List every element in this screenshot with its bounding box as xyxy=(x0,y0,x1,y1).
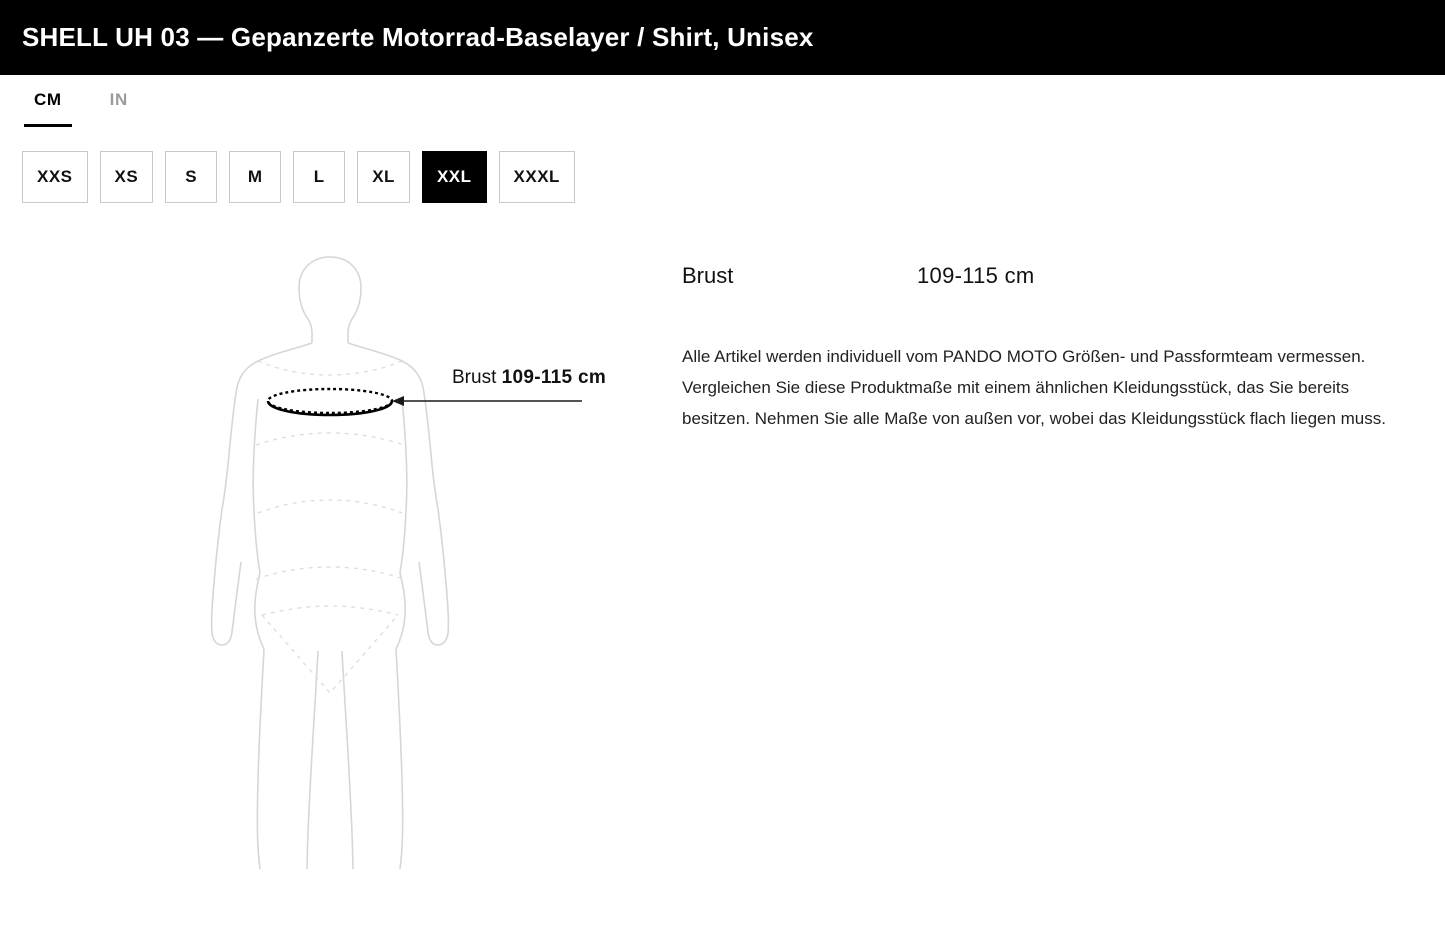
chest-callout-label: Brust xyxy=(452,367,497,388)
size-selector xyxy=(0,127,1445,203)
unit-tabs xyxy=(0,75,1445,127)
measurement-info xyxy=(660,249,1445,869)
size-button-s[interactable]: S xyxy=(165,151,217,203)
page-header xyxy=(0,0,1445,75)
tab-cm[interactable]: CM xyxy=(24,90,72,127)
measurement-diagram xyxy=(0,249,660,869)
size-button-l[interactable]: L xyxy=(293,151,345,203)
page-title: SHELL UH 03 — Gepanzerte Motorrad-Baselayer / Shirt, Unisex xyxy=(22,22,814,52)
chest-callout xyxy=(452,367,606,389)
size-button-xxs[interactable]: XXS xyxy=(22,151,88,203)
size-button-xl[interactable]: XL xyxy=(357,151,410,203)
main-content xyxy=(0,203,1445,869)
measurement-name: Brust xyxy=(682,263,734,288)
size-button-m[interactable]: M xyxy=(229,151,281,203)
chest-callout-value: 109-115 cm xyxy=(501,367,607,388)
measurement-description: Alle Artikel werden individuell vom PANDO MOTO Größen- und Passformteam vermessen. Vergleichen Sie diese Produktmaße mit einem ähnlichen Kleidungsstück, das Sie bereits besitzen. Nehmen Sie alle Maße von außen vor, wobei das Kleidungsstück flach liegen muss. xyxy=(682,347,1386,428)
measurement-row xyxy=(682,249,1405,289)
size-button-xxl[interactable]: XXL xyxy=(422,151,487,203)
callout-leader-line xyxy=(392,396,582,406)
measurement-value: 109-115 cm xyxy=(917,263,1035,288)
chest-measure-ellipse xyxy=(268,389,392,413)
size-button-xs[interactable]: XS xyxy=(100,151,154,203)
size-button-xxxl[interactable]: XXXL xyxy=(499,151,575,203)
body-silhouette-icon xyxy=(0,249,660,869)
tab-in[interactable]: IN xyxy=(100,90,138,127)
